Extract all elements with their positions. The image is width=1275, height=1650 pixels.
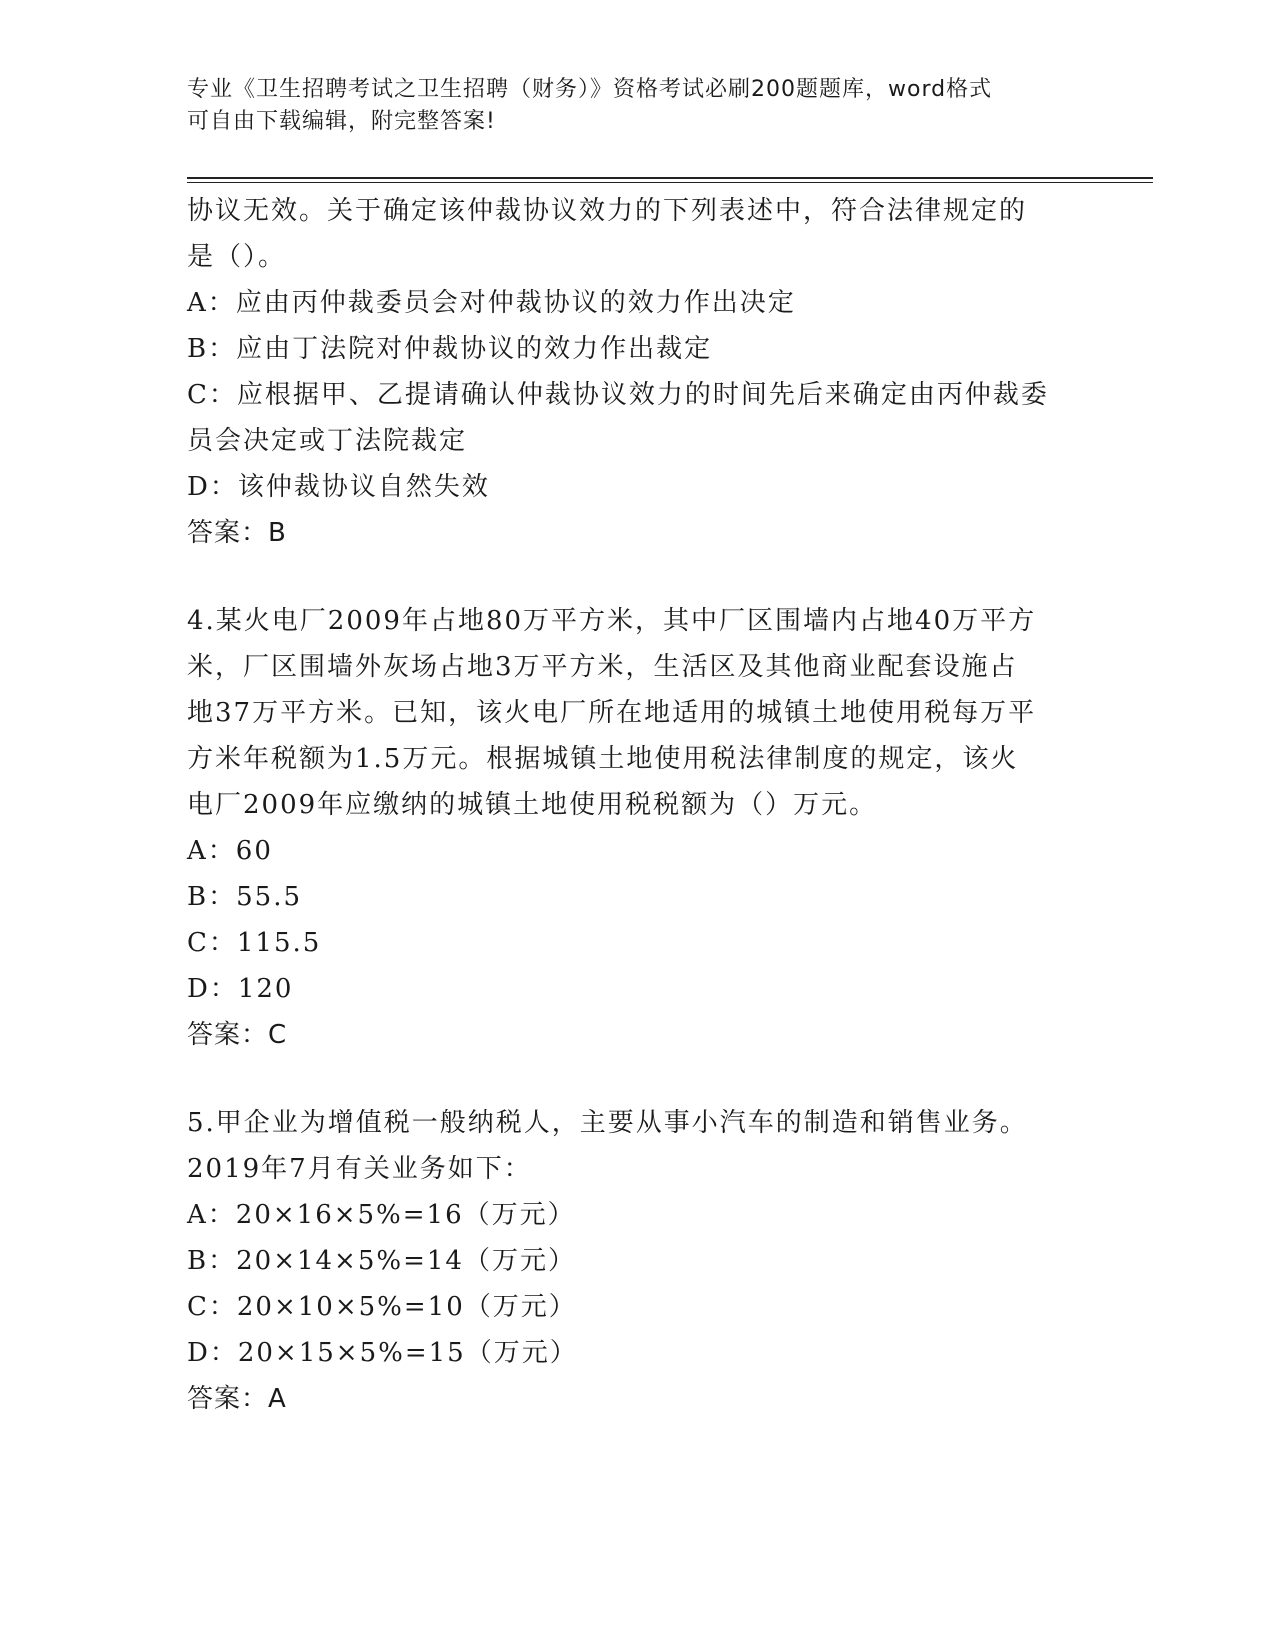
question-4-stem-line-2: 米，厂区围墙外灰场占地3万平方米，生活区及其他商业配套设施占	[187, 652, 1018, 682]
question-5-option-d: D：20×15×5%=15（万元）	[187, 1338, 578, 1368]
question-5-block	[187, 1100, 1087, 1422]
question-5-option-b: B：20×14×5%=14（万元）	[187, 1246, 576, 1276]
question-4-stem-line-1: 4.某火电厂2009年占地80万平方米，其中厂区围墙内占地40万平方	[187, 606, 1037, 636]
header-divider-thick	[187, 177, 1153, 179]
document-body	[187, 188, 1087, 1422]
question-5-answer: 答案：A	[187, 1384, 287, 1414]
question-4-option-d: D：120	[187, 974, 294, 1004]
question-3-stem-line-1: 协议无效。关于确定该仲裁协议效力的下列表述中，符合法律规定的	[187, 196, 1028, 226]
question-5-stem-line-1: 5.甲企业为增值税一般纳税人，主要从事小汽车的制造和销售业务。	[187, 1108, 1028, 1138]
document-header	[187, 74, 1087, 138]
question-4-block	[187, 598, 1087, 1058]
question-4-option-b: B：55.5	[187, 882, 302, 912]
question-4-answer: 答案：C	[187, 1020, 288, 1050]
header-divider-thin	[187, 182, 1153, 183]
question-4-stem-line-3: 地37万平方米。已知，该火电厂所在地适用的城镇土地使用税每万平	[187, 698, 1037, 728]
question-3-option-d: D：该仲裁协议自然失效	[187, 472, 490, 502]
question-5-option-a: A：20×16×5%=16（万元）	[187, 1200, 576, 1230]
question-4-stem-line-4: 方米年税额为1.5万元。根据城镇土地使用税法律制度的规定，该火	[187, 744, 1019, 774]
question-4-stem-line-5: 电厂2009年应缴纳的城镇土地使用税税额为（）万元。	[187, 790, 878, 820]
question-4-option-a: A：60	[187, 836, 273, 866]
question-3-answer: 答案：B	[187, 518, 287, 548]
question-3-option-a: A：应由丙仲裁委员会对仲裁协议的效力作出决定	[187, 288, 796, 318]
question-3-option-c-continued: 员会决定或丁法院裁定	[187, 426, 468, 456]
question-spacer	[187, 1058, 1087, 1100]
question-3-option-c: C：应根据甲、乙提请确认仲裁协议效力的时间先后来确定由丙仲裁委	[187, 380, 1049, 410]
header-title-line-2: 可自由下载编辑，附完整答案!	[187, 109, 496, 134]
question-spacer	[187, 556, 1087, 598]
question-5-stem-line-2: 2019年7月有关业务如下：	[187, 1154, 532, 1184]
question-4-option-c: C：115.5	[187, 928, 322, 958]
header-title-line-1: 专业《卫生招聘考试之卫生招聘（财务）》资格考试必刷200题题库，word格式	[187, 77, 993, 102]
question-5-option-c: C：20×10×5%=10（万元）	[187, 1292, 577, 1322]
question-3-block	[187, 188, 1087, 556]
question-3-stem-line-2: 是（）。	[187, 242, 287, 272]
question-3-option-b: B：应由丁法院对仲裁协议的效力作出裁定	[187, 334, 713, 364]
